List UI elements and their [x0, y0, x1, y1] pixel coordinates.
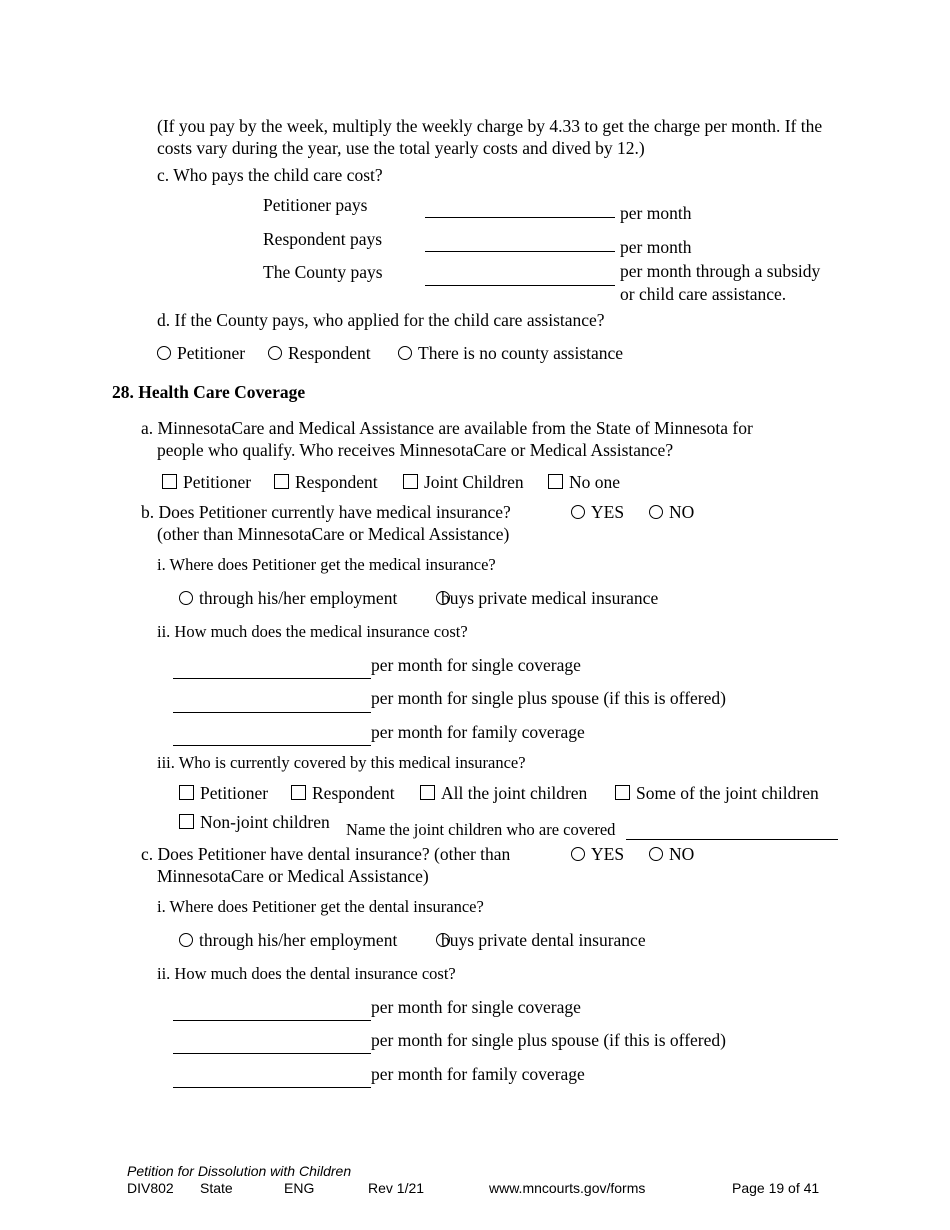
section-28b-line-1: b. Does Petitioner currently have medical insurance? — [141, 502, 511, 522]
radio-medical-employment[interactable]: through his/her employment — [179, 587, 397, 609]
checkbox-box — [179, 814, 194, 829]
medical-family-cost-label: per month for family coverage — [371, 722, 585, 742]
radio-medical-yes[interactable]: YES — [571, 501, 624, 523]
medical-spouse-cost-field[interactable] — [173, 712, 371, 713]
medical-where-question: i. Where does Petitioner get the medical insurance? — [157, 555, 496, 574]
respondent-pays-suffix: per month — [620, 237, 692, 257]
footer-scope: State — [200, 1180, 233, 1196]
medical-cost-question: ii. How much does the medical insurance cost? — [157, 622, 468, 641]
radio-medical-private[interactable]: buys private medical insurance — [436, 587, 658, 609]
respondent-pays-label: Respondent pays — [263, 229, 383, 249]
county-pays-suffix-2: or child care assistance. — [620, 284, 787, 304]
intro-line-1: (If you pay by the week, multiply the weekly charge by 4.33 to get the charge per month. If the — [157, 116, 823, 136]
child-care-question-c: c. Who pays the child care cost? — [157, 165, 383, 185]
petitioner-pays-suffix: per month — [620, 203, 692, 223]
radio-circle — [398, 346, 412, 360]
radio-circle — [179, 933, 193, 947]
medical-spouse-cost-label: per month for single plus spouse (if this is offered) — [371, 688, 726, 708]
radio-circle — [571, 505, 585, 519]
dental-spouse-cost-label: per month for single plus spouse (if this is offered) — [371, 1030, 726, 1050]
radio-dental-yes[interactable]: YES — [571, 843, 624, 865]
dental-spouse-cost-field[interactable] — [173, 1053, 371, 1054]
dental-single-cost-label: per month for single coverage — [371, 997, 581, 1017]
radio-dental-employment[interactable]: through his/her employment — [179, 929, 397, 951]
checkbox-box — [615, 785, 630, 800]
radio-circle — [571, 847, 585, 861]
radio-medical-no[interactable]: NO — [649, 501, 694, 523]
checkbox-box — [179, 785, 194, 800]
radio-dental-private[interactable]: buys private dental insurance — [436, 929, 646, 951]
checkbox-covered-non-joint[interactable]: Non-joint children — [179, 811, 330, 833]
checkbox-covered-petitioner[interactable]: Petitioner — [179, 782, 268, 804]
dental-single-cost-field[interactable] — [173, 1020, 371, 1021]
medical-single-cost-field[interactable] — [173, 678, 371, 679]
petitioner-pays-field[interactable] — [425, 217, 615, 218]
checkbox-mncare-joint-children[interactable]: Joint Children — [403, 471, 524, 493]
section-28-heading: 28. Health Care Coverage — [112, 382, 306, 402]
radio-circle — [179, 591, 193, 605]
checkbox-box — [403, 474, 418, 489]
radio-circle — [649, 505, 663, 519]
radio-circle — [157, 346, 171, 360]
section-28a-line-1: a. MinnesotaCare and Medical Assistance are available from the State of Minnesota for — [141, 418, 753, 438]
name-covered-children-label: Name the joint children who are covered — [346, 820, 616, 839]
checkbox-mncare-no-one[interactable]: No one — [548, 471, 620, 493]
county-pays-field[interactable] — [425, 285, 615, 286]
checkbox-box — [420, 785, 435, 800]
county-pays-label: The County pays — [263, 262, 383, 282]
radio-dental-no[interactable]: NO — [649, 843, 694, 865]
footer-url: www.mncourts.gov/forms — [489, 1180, 646, 1196]
name-covered-children-field[interactable] — [626, 839, 838, 840]
checkbox-mncare-petitioner[interactable]: Petitioner — [162, 471, 251, 493]
footer-revision: Rev 1/21 — [368, 1180, 425, 1196]
dental-family-cost-label: per month for family coverage — [371, 1064, 585, 1084]
checkbox-covered-all-joint[interactable]: All the joint children — [420, 782, 587, 804]
footer-form-title: Petition for Dissolution with Children — [127, 1163, 352, 1179]
radio-applied-respondent[interactable]: Respondent — [268, 342, 371, 364]
checkbox-box — [274, 474, 289, 489]
medical-family-cost-field[interactable] — [173, 745, 371, 746]
dental-family-cost-field[interactable] — [173, 1087, 371, 1088]
petitioner-pays-label: Petitioner pays — [263, 195, 368, 215]
checkbox-covered-some-joint[interactable]: Some of the joint children — [615, 782, 819, 804]
dental-cost-question: ii. How much does the dental insurance cost? — [157, 964, 456, 983]
checkbox-covered-respondent[interactable]: Respondent — [291, 782, 395, 804]
intro-line-2: costs vary during the year, use the total yearly costs and dived by 12.) — [157, 138, 645, 158]
checkbox-mncare-respondent[interactable]: Respondent — [274, 471, 378, 493]
section-28b-line-2: (other than MinnesotaCare or Medical Assistance) — [157, 524, 510, 544]
radio-circle — [649, 847, 663, 861]
radio-applied-none[interactable]: There is no county assistance — [398, 342, 623, 364]
section-28c-line-1: c. Does Petitioner have dental insurance? (other than — [141, 844, 511, 864]
county-pays-suffix: per month through a subsidy — [620, 261, 821, 281]
footer-language: ENG — [284, 1180, 315, 1196]
section-28c-line-2: MinnesotaCare or Medical Assistance) — [157, 866, 429, 886]
checkbox-box — [291, 785, 306, 800]
medical-single-cost-label: per month for single coverage — [371, 655, 581, 675]
medical-covered-question: iii. Who is currently covered by this medical insurance? — [157, 753, 526, 772]
footer-form-code: DIV802 — [127, 1180, 174, 1196]
checkbox-box — [162, 474, 177, 489]
radio-circle — [268, 346, 282, 360]
child-care-question-d: d. If the County pays, who applied for the child care assistance? — [157, 310, 605, 330]
section-28a-line-2: people who qualify. Who receives MinnesotaCare or Medical Assistance? — [157, 440, 674, 460]
checkbox-box — [548, 474, 563, 489]
dental-where-question: i. Where does Petitioner get the dental insurance? — [157, 897, 484, 916]
respondent-pays-field[interactable] — [425, 251, 615, 252]
radio-applied-petitioner[interactable]: Petitioner — [157, 342, 245, 364]
footer-page-number: Page 19 of 41 — [732, 1180, 820, 1196]
